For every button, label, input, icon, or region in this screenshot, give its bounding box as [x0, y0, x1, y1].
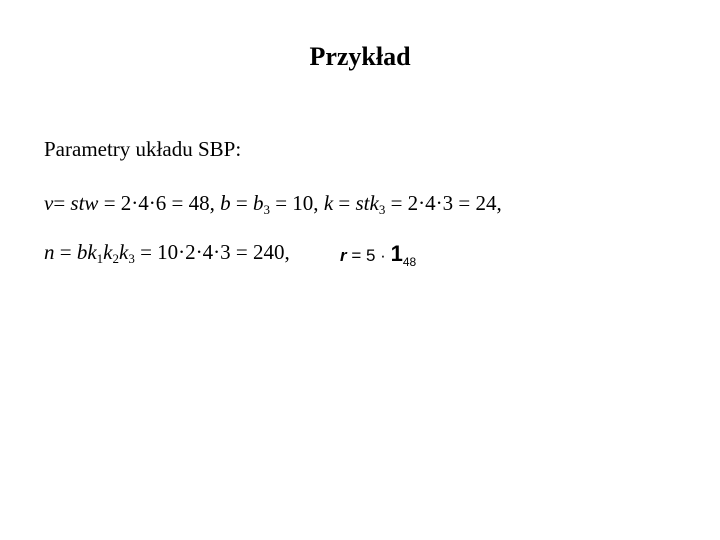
subscript: 1 — [96, 251, 104, 266]
eq-text: = 10, — [269, 191, 324, 215]
r-formula — [340, 241, 416, 267]
eq-text: = — [230, 191, 253, 215]
subscript: 3 — [263, 202, 270, 217]
equation-line-1 — [44, 191, 502, 216]
var-stk: stk — [355, 191, 379, 215]
var-r: r — [340, 246, 347, 265]
subscript: 3 — [378, 202, 386, 217]
eq-text: = 5 · — [346, 246, 391, 265]
eq-text: = 2·4·3 = 24, — [385, 191, 502, 215]
var-k: k — [323, 191, 334, 215]
var-b3: b — [252, 191, 264, 215]
equation-line-2 — [44, 240, 290, 265]
var-stw: stw — [70, 191, 99, 215]
var-b: b — [220, 191, 231, 215]
eq-text: = — [333, 191, 356, 215]
parameters-heading: Parametry układu SBP: — [44, 137, 242, 161]
subscript: 48 — [402, 255, 417, 269]
subscript: 3 — [128, 251, 135, 266]
var-bk1: bk — [76, 240, 97, 264]
ones-vector: 1 — [390, 241, 403, 266]
subscript: 2 — [112, 251, 119, 266]
eq-text: = — [54, 240, 77, 264]
var-k2: k — [103, 240, 113, 264]
var-v: v — [44, 191, 54, 215]
eq-text: = — [53, 191, 71, 215]
var-n: n — [44, 240, 55, 264]
eq-text: = 10·2·4·3 = 240, — [134, 240, 290, 264]
eq-text: = 2·4·6 = 48, — [98, 191, 221, 215]
var-k3: k — [119, 240, 129, 264]
slide-title: Przykład — [309, 42, 411, 71]
